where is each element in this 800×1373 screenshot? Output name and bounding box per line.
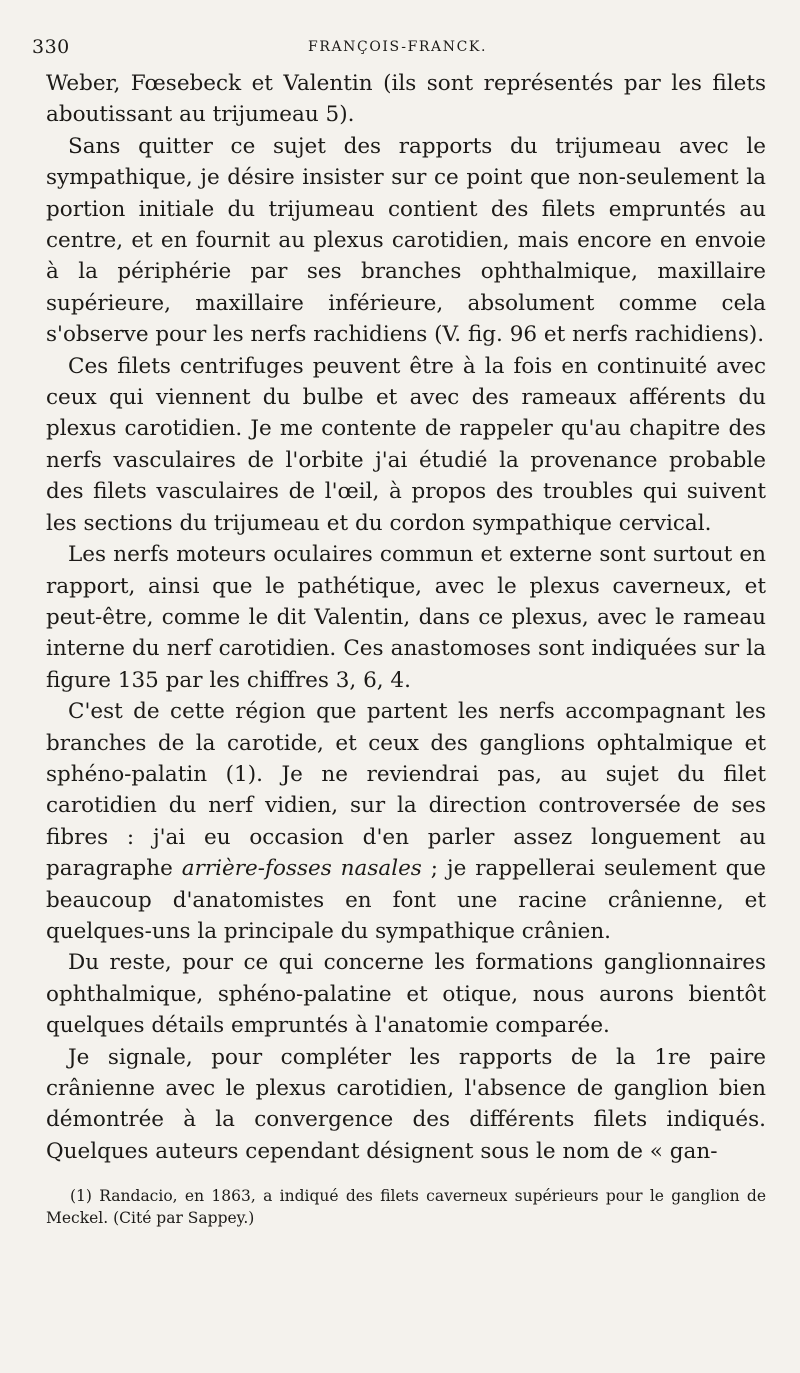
paragraph-1: Weber, Fœsebeck et Valentin (ils sont représentés par les filets aboutissant au trijumeau 5). [46, 71, 766, 128]
page-number: 330 [32, 36, 70, 58]
paragraph-7: Je signale, pour compléter les rapports de la 1re paire crânienne avec le plexus carotidien, l'absence de ganglion bien démontrée à la convergence des différents filets indiqués. Quelques auteurs cependant désignent sous le nom de « gan- [46, 1044, 766, 1164]
body-text [46, 68, 766, 1167]
running-head: FRANÇOIS-FRANCK. [308, 39, 488, 55]
paragraph-5 [46, 696, 766, 947]
paragraph-4: Les nerfs moteurs oculaires commun et externe sont surtout en rapport, ainsi que le pathétique, avec le plexus caverneux, et peut-être, comme le dit Valentin, dans ce plexus, avec le rameau interne du nerf carotidien. Ces anastomoses sont indiquées sur la figure 135 par les chiffres 3, 6, 4. [46, 542, 766, 693]
paragraph-6: Du reste, pour ce qui concerne les formations ganglionnaires ophthalmique, sphéno-palatine et otique, nous aurons bientôt quelques détails empruntés à l'anatomie comparée. [46, 950, 766, 1039]
paragraph-3: Ces filets centrifuges peuvent être à la fois en continuité avec ceux qui viennent du bulbe et avec des rameaux afférents du plexus carotidien. Je me contente de rappeler qu'au chapitre des nerfs vasculaires de l'orbite j'ai étudié la provenance probable des filets vasculaires de l'œil, à propos des troubles qui suivent les sections du trijumeau et du cordon sympathique cervical. [46, 353, 766, 536]
page-header [32, 28, 766, 68]
paragraph-5-text-after: ; je rappellerai seulement que beaucoup d'anatomistes en font une racine crânienne, et quelques-uns la principale du sympathique crânien. [46, 856, 767, 944]
paragraph-2: Sans quitter ce sujet des rapports du trijumeau avec le sympathique, je désire insister sur ce point que non-seulement la portion initiale du trijumeau contient des filets empruntés au centre, et en fournit au plexus carotidien, mais encore en envoie à la périphérie par ses branches ophthalmique, maxillaire supérieure, maxillaire inférieure, absolument comme cela s'observe pour les nerfs rachidiens (V. fig. 96 et nerfs rachidiens). [46, 133, 766, 348]
paragraph-5-italic-term: arrière-fosses nasales [181, 856, 422, 882]
footnote: (1) Randacio, en 1863, a indiqué des filets caverneux supérieurs pour le ganglion de Meckel. (Cité par Sappey.) [46, 1187, 766, 1228]
paragraph-5-text-before: C'est de cette région que partent les nerfs accompagnant les branches de la carotide, et ceux des ganglions ophtalmique et sphéno-palatin (1). Je ne reviendrai pas, au sujet du filet carotidien du nerf vidien, sur la direction controversée de ses fibres : j'ai eu occasion d'en parler assez longuement au paragraphe [46, 699, 766, 882]
